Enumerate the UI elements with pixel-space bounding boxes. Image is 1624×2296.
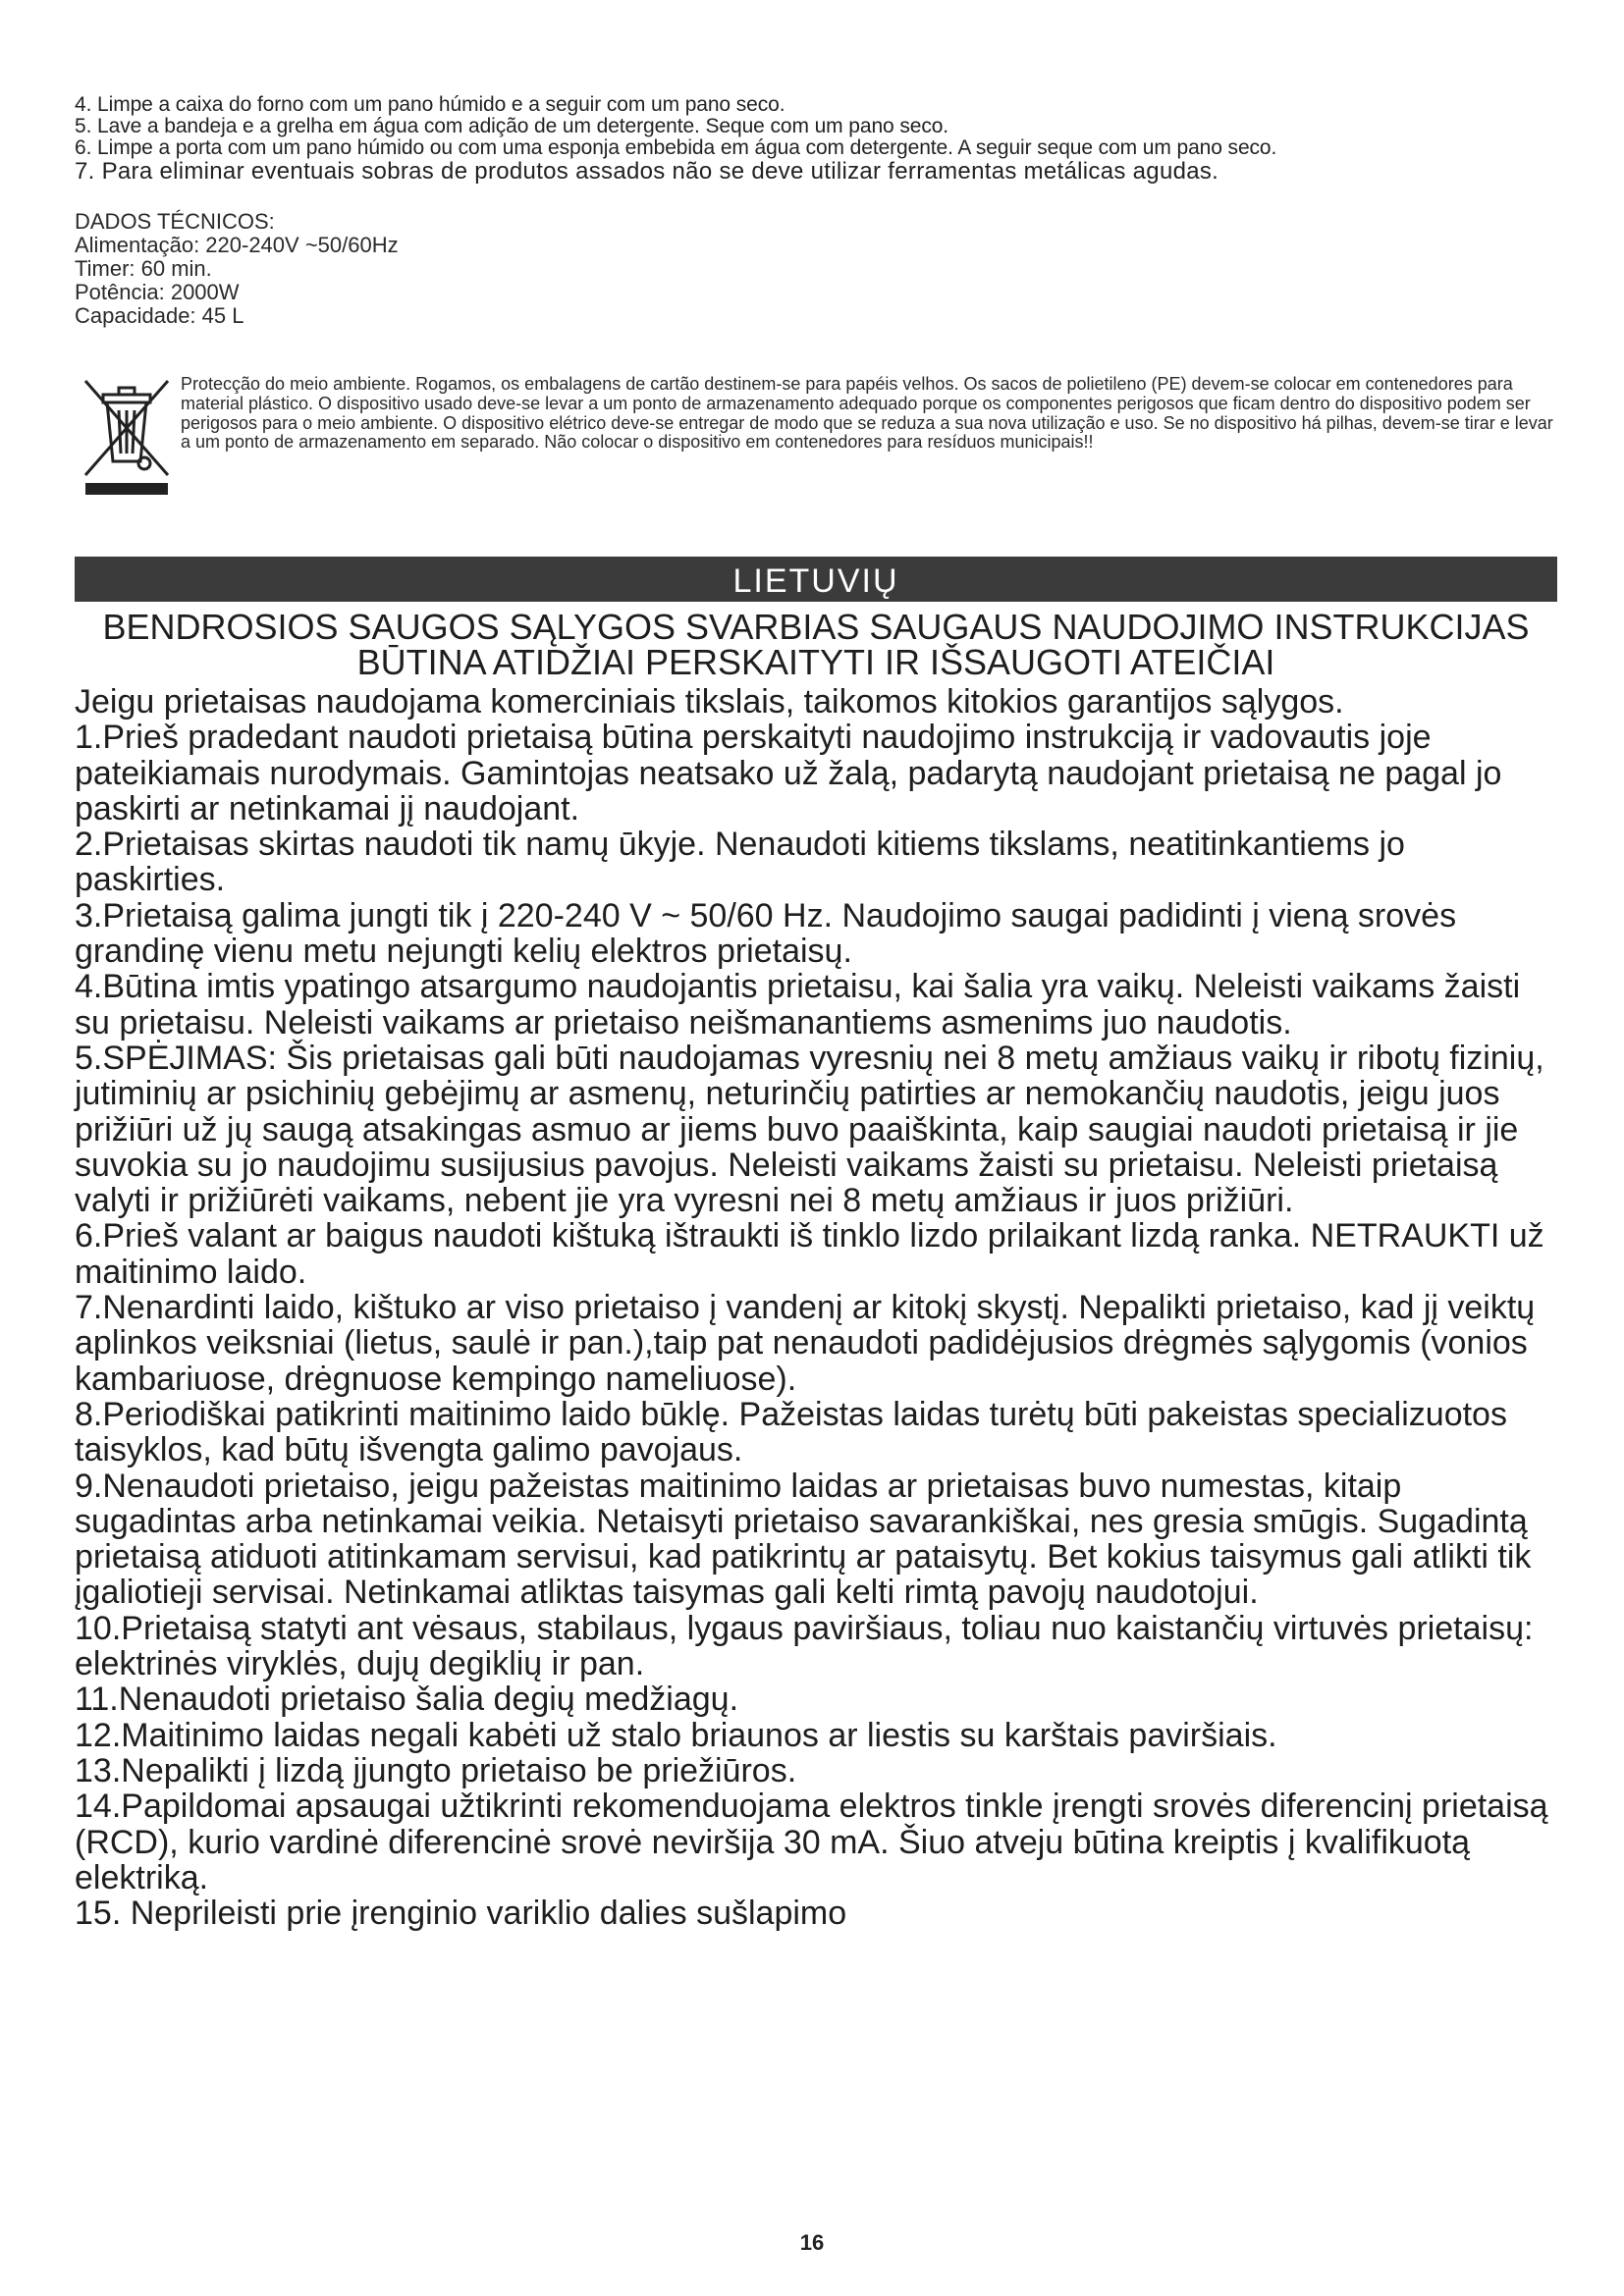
- technical-data-line: Alimentação: 220-240V ~50/60Hz: [75, 233, 399, 257]
- instruction-paragraph: 7.Nenardinti laido, kištuko ar viso prietaiso į vandenį ar kitokį skystį. Nepalikti prietaiso, kad jį veiktų aplinkos veiksniai (lietus, saulė ir pan.),taip pat nenaudoti padidėjusios drėgmės sąlygomis (vonios kambariuose, drėgnuose kempingo nameliuose).: [75, 1289, 1536, 1398]
- instruction-paragraph: 5.SPĖJIMAS: Šis prietaisas gali būti naudojamas vyresnių nei 8 metų amžiaus vaikų ir ribotų fizinių, jutiminių ar psichinių gebėjimų ar asmenų, neturinčių patirties ar nemokančių naudotis, jeigu juos prižiūri už jų saugą atsakingas asmuo ar jiems buvo paaiškinta, kaip saugiai naudoti prietaisą ir jie suvokia su jo naudojimu susijusius pavojus. Neleisti vaikams žaisti su prietaisu. Neleisti prietaisą valyti ir prižiūrėti vaikams, nebent jie yra vyresni nei 8 metų amžiaus ir juos prižiūri.: [75, 1039, 1544, 1220]
- environment-notice: [75, 375, 1557, 503]
- crossed-out-wheelie-bin-icon: [78, 375, 176, 503]
- safety-heading-line: BŪTINA ATIDŽIAI PERSKAITYTI IR IŠSAUGOTI ATEIČIAI: [356, 642, 1275, 682]
- instruction-paragraph: 3.Prietaisą galima jungti tik į 220-240 V ~ 50/60 Hz. Naudojimo saugai padidinti į vieną srovės grandinę vienu metu nejungti kelių elektros prietaisų.: [75, 896, 1457, 971]
- technical-data-line: Potência: 2000W: [75, 280, 240, 304]
- instruction-paragraph: 6.Prieš valant ar baigus naudoti kištuką ištraukti iš tinklo lizdo prilaikant lizdą ranka. NETRAUKTI už maitinimo laido.: [75, 1217, 1544, 1291]
- cleaning-steps-list: [75, 94, 1557, 185]
- cleaning-step: 7. Para eliminar eventuais sobras de produtos assados não se deve utilizar ferramentas metálicas agudas.: [75, 158, 1219, 185]
- instruction-paragraph: 14.Papildomai apsaugai užtikrinti rekomenduojama elektros tinkle įrengti srovės diferencinį prietaisą (RCD), kurio vardinė diferencinė srovė neviršija 30 mA. Šiuo atveju būtina kreiptis į kvalifikuotą elektriką.: [75, 1788, 1548, 1896]
- instruction-paragraph: 13.Nepalikti į lizdą įjungto prietaiso be priežiūros.: [75, 1751, 797, 1789]
- instruction-paragraph: 12.Maitinimo laidas negali kabėti už stalo briaunos ar liestis su karštais paviršiais.: [75, 1716, 1277, 1754]
- environment-text: Protecção do meio ambiente. Rogamos, os embalagens de cartão destinem-se para papéis velhos. Os sacos de polietileno (PE) devem-se colocar em contenedores para material plástico. O dispositivo usado deve-se levar a um ponto de armazenamento adequado porque os componentes perigosos que ficam dentro do dispositivo podem ser perigosos para o meio ambiente. O dispositivo elétrico deve-se entregar de modo que se reduza a sua nova utilização e uso. Se no dispositivo há pilhas, devem-se tirar e levar a um ponto de armazenamento em separado. Não colocar o dispositivo em contenedores para resíduos municipais!!: [181, 374, 1553, 453]
- instruction-paragraph: 10.Prietaisą statyti ant vėsaus, stabilaus, lygaus paviršiaus, toliau nuo kaistančių virtuvės prietaisų: elektrinės viryklės, dujų degiklių ir pan.: [75, 1609, 1534, 1683]
- instruction-paragraph: 8.Periodiškai patikrinti maitinimo laido būklę. Pažeistas laidas turėtų būti pakeistas specializuotos taisyklos, kad būtų išvengta galimo pavojaus.: [75, 1395, 1507, 1469]
- instruction-paragraph: 1.Prieš pradedant naudoti prietaisą būtina perskaityti naudojimo instrukciją ir vadovautis joje pateikiamais nurodymais. Gamintojas neatsako už žalą, padarytą naudojant prietaisą ne pagal jo paskirti ar netinkamai jį naudojant.: [75, 719, 1502, 828]
- technical-data-line: Timer: 60 min.: [75, 256, 212, 281]
- instruction-paragraph: 2.Prietaisas skirtas naudoti tik namų ūkyje. Nenaudoti kitiems tikslams, neatitinkantiems jo paskirties.: [75, 826, 1405, 899]
- document-page: [75, 94, 1557, 1931]
- safety-heading-line: BENDROSIOS SAUGOS SĄLYGOS SVARBIAS SAUGAUS NAUDOJIMO INSTRUKCIJAS: [102, 607, 1530, 647]
- instruction-paragraph: 15. Neprileisti prie įrenginio variklio dalies sušlapimo: [75, 1895, 847, 1933]
- technical-data-line: Capacidade: 45 L: [75, 303, 244, 328]
- technical-data: [75, 210, 1557, 328]
- cleaning-step: 5. Lave a bandeja e a grelha em água com adição de um detergente. Seque com um pano seco.: [75, 115, 949, 137]
- instruction-paragraph: 9.Nenaudoti prietaiso, jeigu pažeistas maitinimo laidas ar prietaisas buvo numestas, kitaip sugadintas arba netinkamai veikia. Netaisyti prietaiso savarankiškai, nes gresia smūgis. Sugadintą prietaisą atiduoti atitinkamam servisui, kad patikrintų ar pataisytų. Bet kokius taisymus gali atlikti tik įgaliotieji servisai. Netinkamai atliktas taisymas gali kelti rimtą pavojų naudotojui.: [75, 1467, 1532, 1612]
- language-section-header: LIETUVIŲ: [75, 557, 1557, 602]
- cleaning-step: 4. Limpe a caixa do forno com um pano húmido e a seguir com um pano seco.: [75, 93, 785, 116]
- instruction-paragraph: 4.Būtina imtis ypatingo atsargumo naudojantis prietaisu, kai šalia yra vaikų. Neleisti vaikams žaisti su prietaisu. Neleisti vaikams ar prietaiso neišmanantiems asmenims juo naudotis.: [75, 968, 1521, 1041]
- safety-instructions: [75, 684, 1557, 1931]
- instruction-paragraph: Jeigu prietaisas naudojama komerciniais tikslais, taikomos kitokios garantijos sąlygos.: [75, 683, 1344, 721]
- instruction-paragraph: 11.Nenaudoti prietaiso šalia degių medžiagų.: [75, 1681, 739, 1719]
- cleaning-step: 6. Limpe a porta com um pano húmido ou com uma esponja embebida em água com detergente. A seguir seque com um pano seco.: [75, 136, 1277, 159]
- technical-data-title: DADOS TÉCNICOS:: [75, 209, 275, 234]
- safety-heading: [75, 607, 1557, 682]
- page-number: 16: [799, 2230, 825, 2255]
